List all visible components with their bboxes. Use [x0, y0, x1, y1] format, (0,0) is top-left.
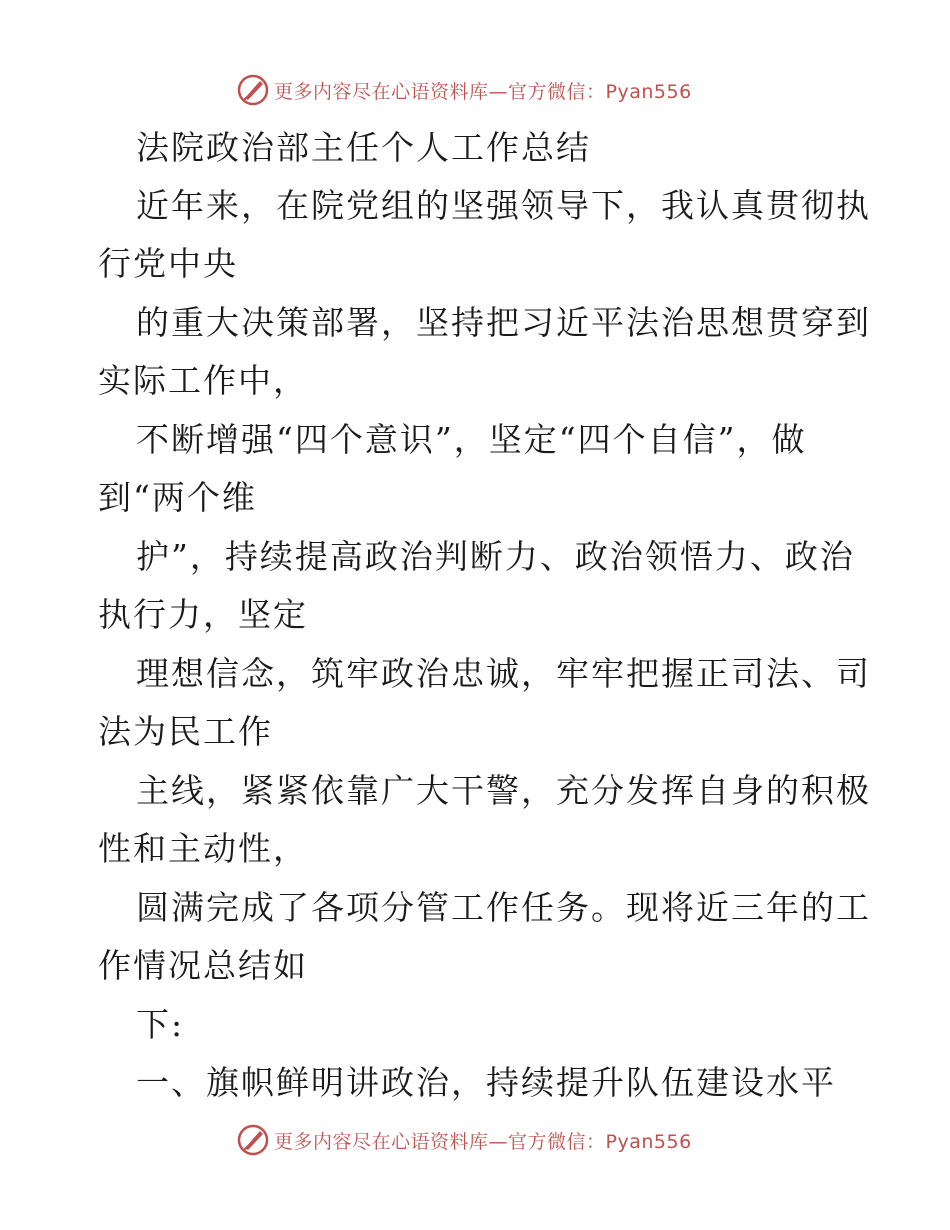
paragraph-line: 法为民工作 [98, 712, 273, 751]
paragraph-line: 作情况总结如 [98, 946, 308, 985]
watermark-header [236, 72, 692, 108]
paragraph-line: 圆满完成了各项分管工作任务。现将近三年的工 [136, 888, 871, 927]
watermark-footer [236, 1122, 692, 1158]
section-heading: 一、旗帜鲜明讲政治，持续提升队伍建设水平 [136, 1063, 836, 1102]
paragraph-line: 主线，紧紧依靠广大干警，充分发挥自身的积极 [136, 771, 871, 810]
paragraph-line: 性和主动性， [98, 829, 308, 868]
paragraph-line: 实际工作中， [98, 361, 308, 400]
paragraph-line: 下: [136, 1005, 185, 1044]
paragraph-line: 到“两个维 [98, 478, 257, 517]
document-title: 法院政治部主任个人工作总结 [136, 128, 591, 167]
paragraph-line: 执行力，坚定 [98, 595, 308, 634]
paragraph-line: 理想信念，筑牢政治忠诚，牢牢把握正司法、司 [136, 654, 871, 693]
paragraph-line: 行党中央 [98, 244, 238, 283]
paragraph-line: 近年来，在院党组的坚强领导下，我认真贯彻执 [136, 186, 871, 225]
watermark-text: 更多内容尽在心语资料库—官方微信：Pyan556 [274, 1130, 692, 1153]
quill-logo-icon [236, 1123, 270, 1157]
paragraph-line: 的重大决策部署，坚持把习近平法治思想贯穿到 [136, 303, 871, 342]
paragraph-line: 不断增强“四个意识”，坚定“四个自信”，做 [136, 420, 807, 459]
watermark-text: 更多内容尽在心语资料库—官方微信：Pyan556 [274, 80, 692, 103]
paragraph-line: 护”，持续提高政治判断力、政治领悟力、政治 [136, 537, 855, 576]
quill-logo-icon [236, 73, 270, 107]
